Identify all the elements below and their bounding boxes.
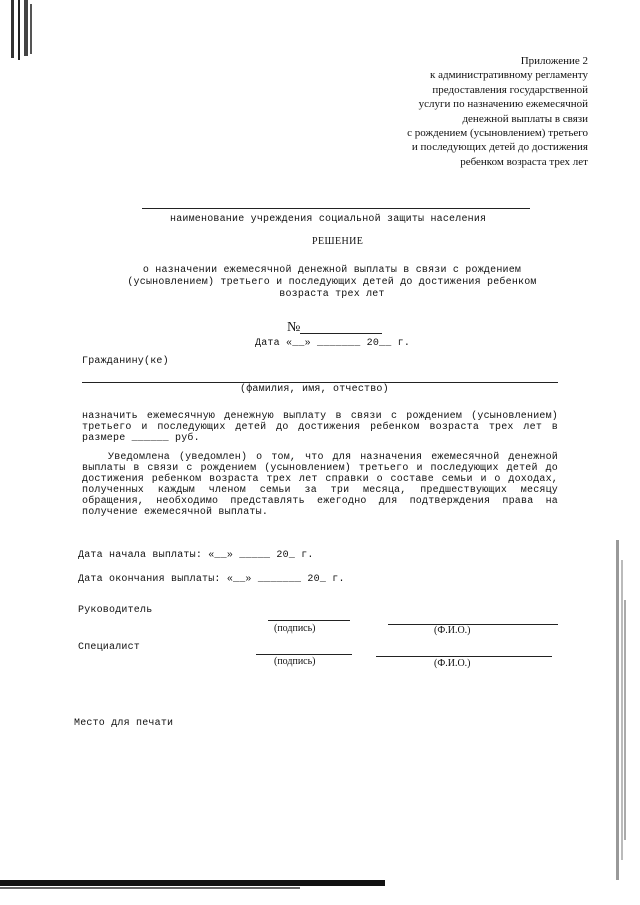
head-fio-caption: (Ф.И.О.) [434, 625, 471, 636]
number-label: № [287, 320, 301, 335]
citizen-name-line [82, 382, 558, 383]
appendix-header [348, 54, 588, 169]
head-signature-line [268, 620, 350, 621]
appendix-line: к административному регламенту [430, 69, 588, 82]
document-title: РЕШЕНИЕ [312, 236, 364, 247]
appendix-line: и последующих детей до достижения [411, 141, 588, 154]
scan-artifact-right [614, 540, 628, 880]
head-label: Руководитель [78, 605, 153, 616]
appendix-line: Приложение 2 [520, 55, 588, 67]
decision-date: Дата «__» _______ 20__ г. [255, 338, 411, 349]
head-fio-line [388, 624, 558, 625]
appendix-line: ребенком возраста трех лет [460, 155, 588, 168]
appendix-line: денежной выплаты в связи [462, 112, 588, 125]
institution-line [142, 208, 530, 209]
number-line [300, 333, 382, 334]
specialist-label: Специалист [78, 642, 141, 653]
stamp-place-label: Место для печати [74, 718, 174, 729]
scan-artifact-top [8, 0, 34, 60]
citizen-name-caption: (фамилия, имя, отчество) [240, 384, 389, 395]
notice-paragraph: Уведомлена (уведомлен) о том, что для назначения ежемесячной денежной выплаты в связи с рождением (усыновлением) третьего и последующих детей до достижения ребенком возраста трех лет справки о составе семьи и о доходах, полученных каждым членом семьи за три месяца, предшествующих месяцу обращения, необходимо представлять ежегодно для подтверждения права на получение ежемесячной выплаты. [82, 452, 558, 518]
appendix-line: предоставления государственной [432, 83, 588, 96]
specialist-fio-line [376, 656, 552, 657]
appendix-line: услуги по назначению ежемесячной [418, 98, 588, 111]
head-signature-caption: (подпись) [274, 623, 316, 634]
appendix-line: с рождением (усыновлением) третьего [407, 127, 588, 140]
document-subtitle: о назначении ежемесячной денежной выплаты в связи с рождением (усыновлением) третьего и последующих детей до достижения ребенком возраста трех лет [127, 265, 537, 300]
decision-paragraph: назначить ежемесячную денежную выплату в связи с рождением (усыновлением) третьего и последующих детей до достижения ребенком возраста трех лет в размере ______ руб. [82, 411, 558, 444]
institution-caption: наименование учреждения социальной защиты населения [170, 214, 487, 225]
specialist-signature-caption: (подпись) [274, 656, 316, 667]
payment-end-date: Дата окончания выплаты: «__» _______ 20_ г. [78, 574, 345, 585]
citizen-label: Гражданину(ке) [82, 356, 169, 367]
specialist-signature-line [256, 654, 352, 655]
specialist-fio-caption: (Ф.И.О.) [434, 658, 471, 669]
payment-start-date: Дата начала выплаты: «__» _____ 20_ г. [78, 550, 314, 561]
scan-artifact-bottom [0, 878, 385, 892]
